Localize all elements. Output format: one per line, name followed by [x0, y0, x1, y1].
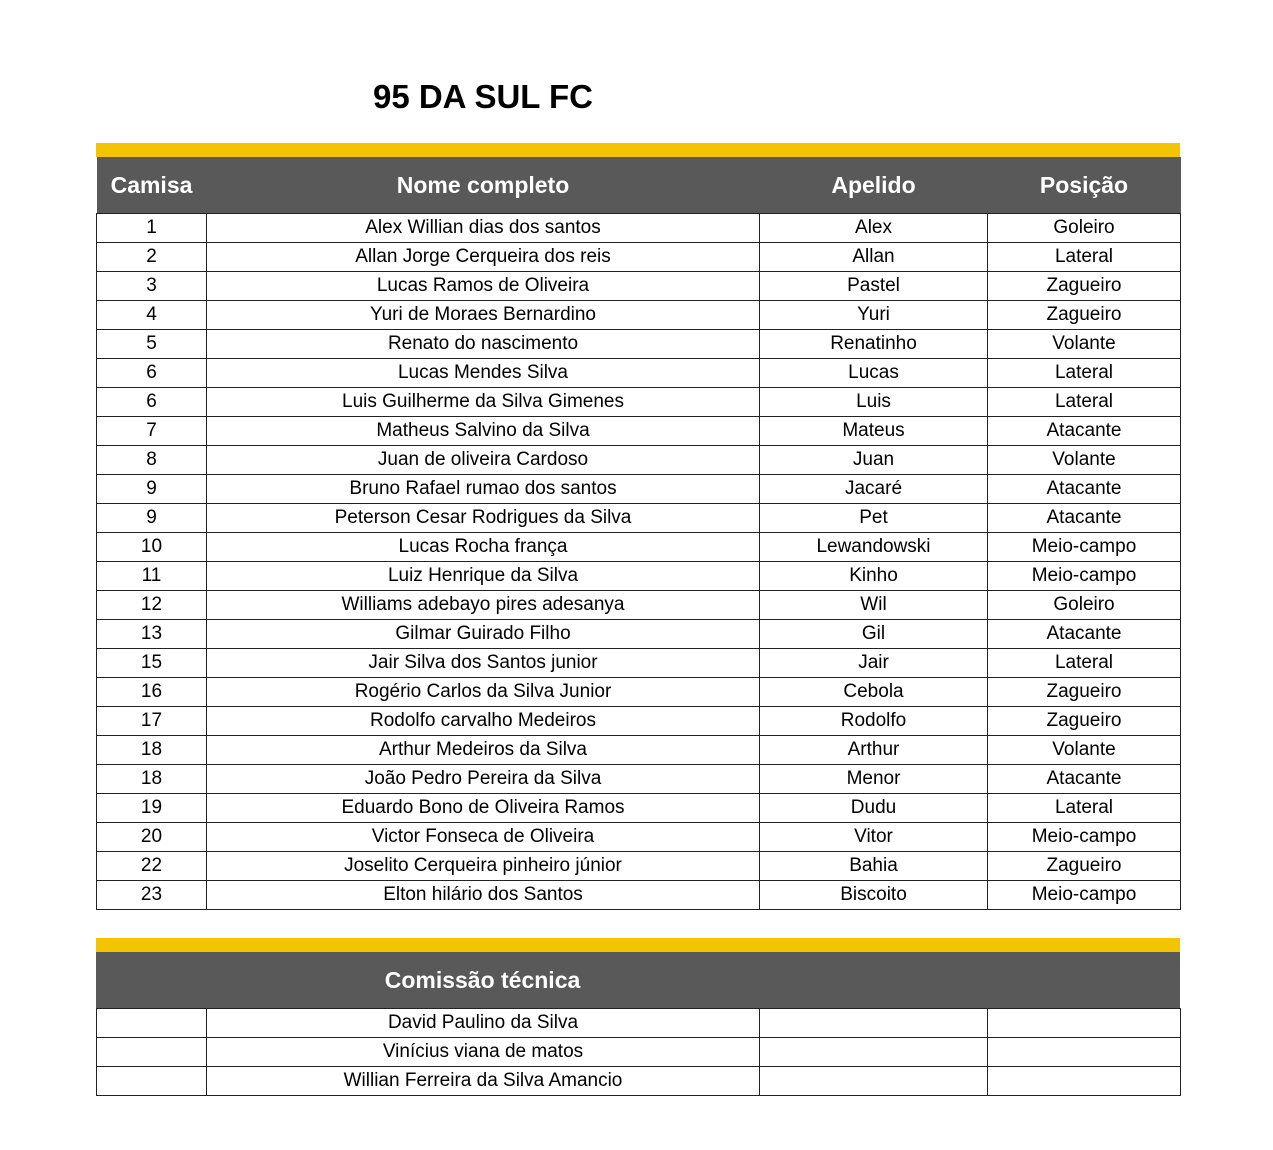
- staff-row: [97, 1067, 1181, 1096]
- staff-row: [97, 1038, 1181, 1067]
- staff-table-container: [96, 952, 1180, 1096]
- header-camisa: Camisa: [97, 157, 207, 214]
- cell-nome-completo: Lucas Rocha frança: [207, 533, 760, 562]
- cell-nome-completo: Eduardo Bono de Oliveira Ramos: [207, 794, 760, 823]
- cell-nome-completo: Joselito Cerqueira pinheiro júnior: [207, 852, 760, 881]
- cell-posicao: Atacante: [988, 765, 1181, 794]
- cell-apelido: Lewandowski: [760, 533, 988, 562]
- table-row: [97, 794, 1181, 823]
- cell-posicao: Atacante: [988, 417, 1181, 446]
- players-table-container: [96, 157, 1180, 910]
- table-row: [97, 736, 1181, 765]
- cell-nome-completo: David Paulino da Silva: [207, 1009, 760, 1038]
- staff-table: [96, 1008, 1181, 1096]
- cell-camisa: 13: [97, 620, 207, 649]
- table-row: [97, 243, 1181, 272]
- cell-nome-completo: Bruno Rafael rumao dos santos: [207, 475, 760, 504]
- table-row: [97, 388, 1181, 417]
- table-row: [97, 881, 1181, 910]
- table-row: [97, 562, 1181, 591]
- cell-camisa: [97, 1038, 207, 1067]
- cell-camisa: 19: [97, 794, 207, 823]
- cell-camisa: 6: [97, 359, 207, 388]
- cell-apelido: Pet: [760, 504, 988, 533]
- staff-header-title: Comissão técnica: [384, 967, 581, 993]
- cell-nome-completo: João Pedro Pereira da Silva: [207, 765, 760, 794]
- table-row: [97, 649, 1181, 678]
- cell-apelido: Renatinho: [760, 330, 988, 359]
- cell-posicao: Atacante: [988, 475, 1181, 504]
- team-title: 95 DA SUL FC: [372, 78, 594, 115]
- cell-apelido: [760, 1038, 988, 1067]
- cell-nome-completo: Peterson Cesar Rodrigues da Silva: [207, 504, 760, 533]
- header-nome-completo: Nome completo: [207, 157, 760, 214]
- cell-nome-completo: Williams adebayo pires adesanya: [207, 591, 760, 620]
- cell-nome-completo: Willian Ferreira da Silva Amancio: [207, 1067, 760, 1096]
- cell-posicao: [988, 1038, 1181, 1067]
- staff-header-row: [96, 952, 1180, 1008]
- cell-camisa: 5: [97, 330, 207, 359]
- table-row: [97, 272, 1181, 301]
- cell-camisa: 12: [97, 591, 207, 620]
- cell-apelido: [760, 1009, 988, 1038]
- cell-posicao: Meio-campo: [988, 533, 1181, 562]
- cell-nome-completo: Vinícius viana de matos: [207, 1038, 760, 1067]
- cell-apelido: Vitor: [760, 823, 988, 852]
- cell-nome-completo: Rogério Carlos da Silva Junior: [207, 678, 760, 707]
- cell-nome-completo: Victor Fonseca de Oliveira: [207, 823, 760, 852]
- cell-apelido: Rodolfo: [760, 707, 988, 736]
- cell-nome-completo: Juan de oliveira Cardoso: [207, 446, 760, 475]
- table-row: [97, 533, 1181, 562]
- table-row: [97, 359, 1181, 388]
- cell-nome-completo: Luis Guilherme da Silva Gimenes: [207, 388, 760, 417]
- cell-apelido: Lucas: [760, 359, 988, 388]
- cell-camisa: 23: [97, 881, 207, 910]
- table-row: [97, 823, 1181, 852]
- cell-nome-completo: Yuri de Moraes Bernardino: [207, 301, 760, 330]
- cell-camisa: 1: [97, 214, 207, 243]
- cell-posicao: [988, 1067, 1181, 1096]
- cell-posicao: Atacante: [988, 504, 1181, 533]
- cell-posicao: Meio-campo: [988, 881, 1181, 910]
- cell-apelido: Yuri: [760, 301, 988, 330]
- cell-nome-completo: Rodolfo carvalho Medeiros: [207, 707, 760, 736]
- cell-nome-completo: Arthur Medeiros da Silva: [207, 736, 760, 765]
- cell-posicao: [988, 1009, 1181, 1038]
- cell-posicao: Zagueiro: [988, 852, 1181, 881]
- cell-camisa: 9: [97, 475, 207, 504]
- players-accent-bar: [96, 143, 1180, 157]
- cell-posicao: Volante: [988, 446, 1181, 475]
- cell-camisa: 11: [97, 562, 207, 591]
- staff-table-body: [97, 1009, 1181, 1096]
- cell-camisa: 2: [97, 243, 207, 272]
- cell-camisa: 20: [97, 823, 207, 852]
- cell-nome-completo: Jair Silva dos Santos junior: [207, 649, 760, 678]
- table-row: [97, 504, 1181, 533]
- cell-posicao: Lateral: [988, 649, 1181, 678]
- cell-nome-completo: Luiz Henrique da Silva: [207, 562, 760, 591]
- staff-accent-bar: [96, 938, 1180, 952]
- cell-nome-completo: Gilmar Guirado Filho: [207, 620, 760, 649]
- cell-camisa: 10: [97, 533, 207, 562]
- players-table: [96, 157, 1181, 910]
- cell-apelido: Jacaré: [760, 475, 988, 504]
- cell-apelido: Dudu: [760, 794, 988, 823]
- cell-posicao: Meio-campo: [988, 823, 1181, 852]
- table-row: [97, 707, 1181, 736]
- table-row: [97, 301, 1181, 330]
- cell-nome-completo: Lucas Ramos de Oliveira: [207, 272, 760, 301]
- cell-apelido: Biscoito: [760, 881, 988, 910]
- cell-nome-completo: Matheus Salvino da Silva: [207, 417, 760, 446]
- table-row: [97, 475, 1181, 504]
- table-row: [97, 214, 1181, 243]
- cell-posicao: Atacante: [988, 620, 1181, 649]
- cell-posicao: Zagueiro: [988, 678, 1181, 707]
- cell-nome-completo: Alex Willian dias dos santos: [207, 214, 760, 243]
- cell-camisa: [97, 1009, 207, 1038]
- cell-camisa: 8: [97, 446, 207, 475]
- cell-apelido: Wil: [760, 591, 988, 620]
- cell-apelido: Juan: [760, 446, 988, 475]
- cell-apelido: Kinho: [760, 562, 988, 591]
- cell-camisa: 3: [97, 272, 207, 301]
- cell-camisa: 15: [97, 649, 207, 678]
- cell-posicao: Lateral: [988, 243, 1181, 272]
- cell-apelido: Menor: [760, 765, 988, 794]
- cell-camisa: 22: [97, 852, 207, 881]
- cell-apelido: Allan: [760, 243, 988, 272]
- cell-posicao: Meio-campo: [988, 562, 1181, 591]
- cell-camisa: 7: [97, 417, 207, 446]
- table-row: [97, 446, 1181, 475]
- cell-nome-completo: Allan Jorge Cerqueira dos reis: [207, 243, 760, 272]
- staff-row: [97, 1009, 1181, 1038]
- cell-posicao: Lateral: [988, 388, 1181, 417]
- cell-camisa: 17: [97, 707, 207, 736]
- cell-apelido: Alex: [760, 214, 988, 243]
- cell-posicao: Zagueiro: [988, 301, 1181, 330]
- table-row: [97, 620, 1181, 649]
- cell-camisa: [97, 1067, 207, 1096]
- header-posicao: Posição: [988, 157, 1181, 214]
- cell-camisa: 18: [97, 765, 207, 794]
- cell-nome-completo: Lucas Mendes Silva: [207, 359, 760, 388]
- cell-camisa: 9: [97, 504, 207, 533]
- cell-posicao: Volante: [988, 330, 1181, 359]
- players-header-row: [97, 157, 1181, 214]
- table-row: [97, 591, 1181, 620]
- cell-posicao: Goleiro: [988, 214, 1181, 243]
- cell-apelido: Pastel: [760, 272, 988, 301]
- players-table-body: [97, 214, 1181, 910]
- cell-posicao: Lateral: [988, 794, 1181, 823]
- cell-apelido: Cebola: [760, 678, 988, 707]
- cell-posicao: Volante: [988, 736, 1181, 765]
- cell-apelido: [760, 1067, 988, 1096]
- header-apelido: Apelido: [760, 157, 988, 214]
- cell-camisa: 4: [97, 301, 207, 330]
- cell-camisa: 16: [97, 678, 207, 707]
- cell-camisa: 18: [97, 736, 207, 765]
- cell-posicao: Zagueiro: [988, 707, 1181, 736]
- cell-apelido: Luis: [760, 388, 988, 417]
- cell-apelido: Mateus: [760, 417, 988, 446]
- cell-apelido: Gil: [760, 620, 988, 649]
- table-row: [97, 330, 1181, 359]
- cell-apelido: Jair: [760, 649, 988, 678]
- table-row: [97, 678, 1181, 707]
- cell-camisa: 6: [97, 388, 207, 417]
- cell-apelido: Arthur: [760, 736, 988, 765]
- table-row: [97, 417, 1181, 446]
- table-row: [97, 852, 1181, 881]
- table-row: [97, 765, 1181, 794]
- cell-posicao: Zagueiro: [988, 272, 1181, 301]
- cell-posicao: Lateral: [988, 359, 1181, 388]
- cell-nome-completo: Elton hilário dos Santos: [207, 881, 760, 910]
- cell-apelido: Bahia: [760, 852, 988, 881]
- cell-nome-completo: Renato do nascimento: [207, 330, 760, 359]
- cell-posicao: Goleiro: [988, 591, 1181, 620]
